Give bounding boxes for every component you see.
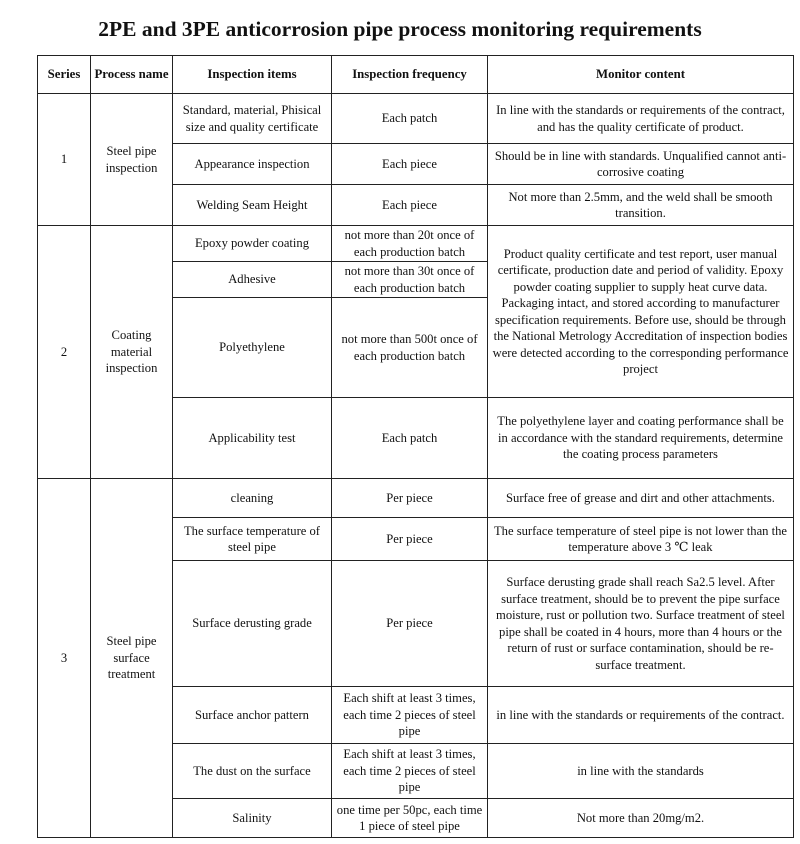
header-row: [38, 56, 794, 94]
series-number: 3: [38, 479, 91, 838]
inspection-frequency: Each shift at least 3 times, each time 2 pieces of steel pipe: [332, 744, 488, 799]
page-title: 2PE and 3PE anticorrosion pipe process monitoring requirements: [98, 17, 702, 41]
inspection-item: Polyethylene: [173, 298, 332, 398]
inspection-frequency: not more than 20t once of each production batch: [332, 226, 488, 262]
monitoring-requirements-table: [37, 55, 794, 838]
inspection-frequency: Each patch: [332, 94, 488, 144]
table-row: [38, 479, 794, 518]
inspection-item: Adhesive: [173, 262, 332, 298]
inspection-item: Salinity: [173, 799, 332, 838]
inspection-item: Epoxy powder coating: [173, 226, 332, 262]
inspection-frequency: Per piece: [332, 479, 488, 518]
header-monitor-content: Monitor content: [488, 56, 794, 94]
inspection-item: Welding Seam Height: [173, 185, 332, 226]
inspection-item: Surface anchor pattern: [173, 687, 332, 744]
process-name: Coating material inspection: [91, 226, 173, 479]
monitor-content: Not more than 20mg/m2.: [488, 799, 794, 838]
header-series: Series: [38, 56, 91, 94]
table-row: [38, 226, 794, 262]
inspection-item: Standard, material, Phisical size and quality certificate: [173, 94, 332, 144]
monitor-content: in line with the standards or requirements of the contract.: [488, 687, 794, 744]
inspection-item: The dust on the surface: [173, 744, 332, 799]
monitor-content: The polyethylene layer and coating performance shall be in accordance with the standard requirements, determine the coating process parameters: [488, 398, 794, 479]
table-row: [38, 94, 794, 144]
monitor-content: Surface derusting grade shall reach Sa2.5 level. After surface treatment, should be to prevent the pipe surface moisture, rust or pollution two. Surface treatment of steel pipe shall be coated in 4 hours, more than 4 hours or the return of rust or surface contamination, should be re-surface treatment.: [488, 561, 794, 687]
monitor-content: Not more than 2.5mm, and the weld shall be smooth transition.: [488, 185, 794, 226]
series-number: 2: [38, 226, 91, 479]
inspection-item: Applicability test: [173, 398, 332, 479]
inspection-frequency: Each patch: [332, 398, 488, 479]
inspection-frequency: Each shift at least 3 times, each time 2 pieces of steel pipe: [332, 687, 488, 744]
process-name: Steel pipe surface treatment: [91, 479, 173, 838]
inspection-frequency: Per piece: [332, 518, 488, 561]
inspection-frequency: one time per 50pc, each time 1 piece of steel pipe: [332, 799, 488, 838]
monitor-content: Product quality certificate and test report, user manual certificate, production date and period of validity. Epoxy powder coating supplier to supply heat curve data. Packaging intact, and stored according to manufacturer specification requirements. Before use, should be through the National Metrology Accreditation of inspection bodies were detected according to the corresponding performance project: [488, 226, 794, 398]
header-inspection-frequency: Inspection frequency: [332, 56, 488, 94]
monitor-content: Should be in line with standards. Unqualified cannot anti-corrosive coating: [488, 144, 794, 185]
inspection-item: cleaning: [173, 479, 332, 518]
inspection-frequency: Each piece: [332, 144, 488, 185]
monitor-content: in line with the standards: [488, 744, 794, 799]
inspection-frequency: not more than 500t once of each production batch: [332, 298, 488, 398]
inspection-frequency: not more than 30t once of each production batch: [332, 262, 488, 298]
series-number: 1: [38, 94, 91, 226]
inspection-frequency: Per piece: [332, 561, 488, 687]
inspection-frequency: Each piece: [332, 185, 488, 226]
monitor-content: Surface free of grease and dirt and other attachments.: [488, 479, 794, 518]
monitor-content: The surface temperature of steel pipe is not lower than the temperature above 3 ℃ leak: [488, 518, 794, 561]
process-name: Steel pipe inspection: [91, 94, 173, 226]
inspection-item: Appearance inspection: [173, 144, 332, 185]
inspection-item: The surface temperature of steel pipe: [173, 518, 332, 561]
monitor-content: In line with the standards or requirements of the contract, and has the quality certificate of product.: [488, 94, 794, 144]
header-process-name: Process name: [91, 56, 173, 94]
header-inspection-items: Inspection items: [173, 56, 332, 94]
inspection-item: Surface derusting grade: [173, 561, 332, 687]
